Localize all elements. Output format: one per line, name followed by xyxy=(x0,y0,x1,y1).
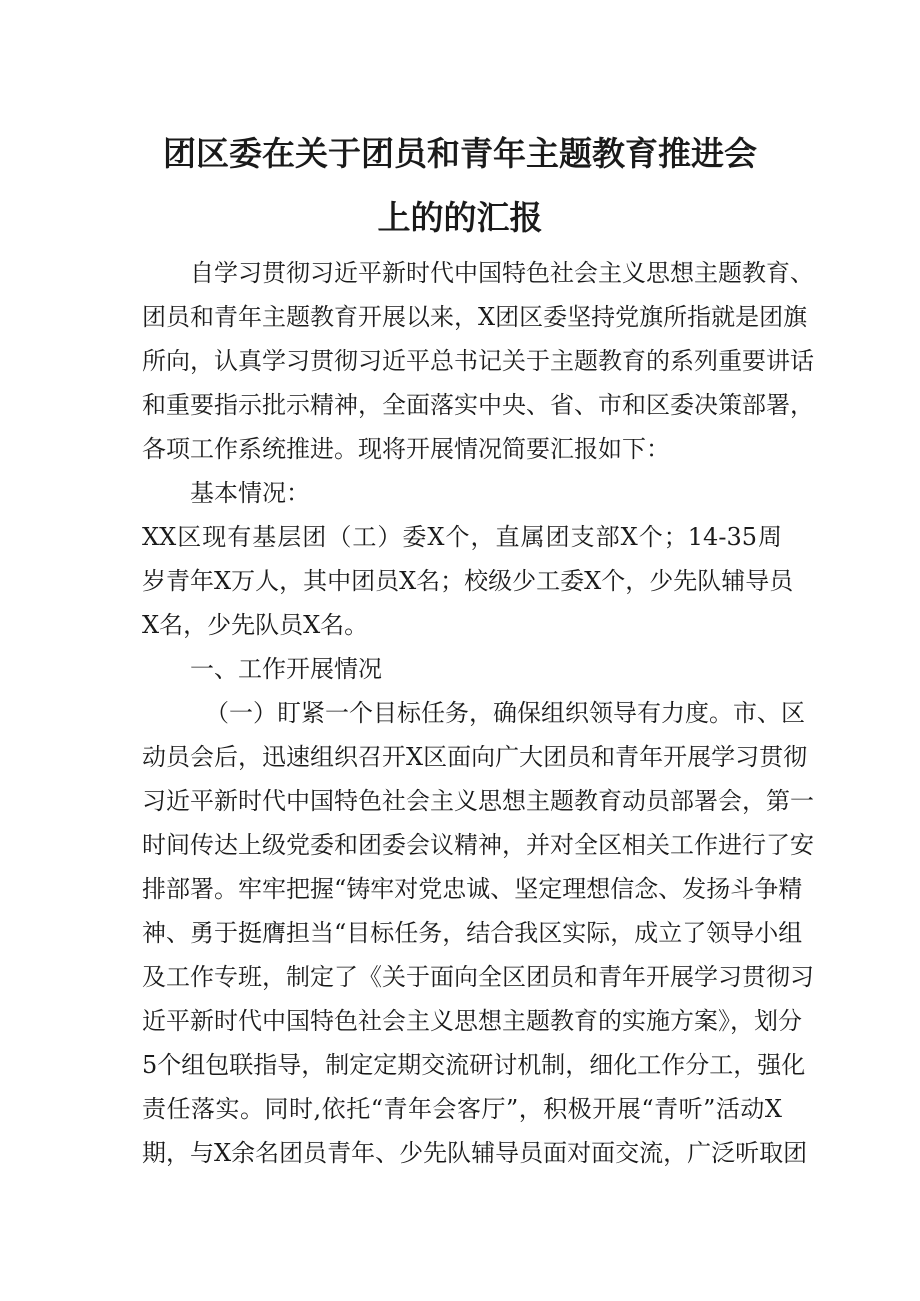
subsection-1-line: 动员会后，迅速组织召开X区面向广大团员和青年开展学习贯彻 xyxy=(142,743,808,771)
subsection-1-line: 期，与X余名团员青年、少先队辅导员面对面交流，广泛听取团 xyxy=(142,1139,808,1167)
intro-line: 和重要指示批示精神，全面落实中央、省、市和区委决策部署， xyxy=(142,391,814,419)
intro-line: 各项工作系统推进。现将开展情况简要汇报如下： xyxy=(142,435,670,463)
basic-line: 岁青年X万人，其中团员X名；校级少工委X个，少先队辅导员 xyxy=(142,567,794,595)
subsection-1-line: 习近平新时代中国特色社会主义思想主题教育动员部署会，第一 xyxy=(142,787,814,815)
subsection-1-line: （一）盯紧一个目标任务，确保组织领导有力度。市、区 xyxy=(205,699,805,727)
subsection-1-line: 及工作专班，制定了《关于面向全区团员和青年开展学习贯彻习 xyxy=(142,963,814,991)
intro-line: 自学习贯彻习近平新时代中国特色社会主义思想主题教育、 xyxy=(190,259,814,287)
subsection-1-line: 5个组包联指导，制定定期交流研讨机制，细化工作分工，强化 xyxy=(142,1051,806,1079)
basic-line: XX区现有基层团（工）委X个，直属团支部X个；14-35周 xyxy=(142,523,782,551)
document-title-line-2: 上的的汇报 xyxy=(377,198,543,237)
basic-situation-heading: 基本情况： xyxy=(190,479,310,507)
section-1-heading: 一、工作开展情况 xyxy=(190,655,382,683)
intro-line: 团员和青年主题教育开展以来，X团区委坚持党旗所指就是团旗 xyxy=(142,303,808,331)
subsection-1-line: 时间传达上级党委和团委会议精神，并对全区相关工作进行了安 xyxy=(142,831,814,859)
intro-line: 所向，认真学习贯彻习近平总书记关于主题教育的系列重要讲话 xyxy=(142,347,814,375)
subsection-1-line: 近平新时代中国特色社会主义思想主题教育的实施方案》，划分 xyxy=(142,1007,802,1035)
subsection-1-line: 神、勇于挺膺担当“目标任务，结合我区实际，成立了领导小组 xyxy=(142,919,803,947)
basic-line: X名，少先队员X名。 xyxy=(142,611,369,639)
document-title-line-1: 团区委在关于团员和青年主题教育推进会 xyxy=(163,134,757,173)
subsection-1-line: 责任落实。同时,依托“青年会客厅”，积极开展“青听”活动X xyxy=(142,1095,782,1123)
subsection-1-line: 排部署。牢牢把握“铸牢对党忠诚、坚定理想信念、发扬斗争精 xyxy=(142,875,803,903)
